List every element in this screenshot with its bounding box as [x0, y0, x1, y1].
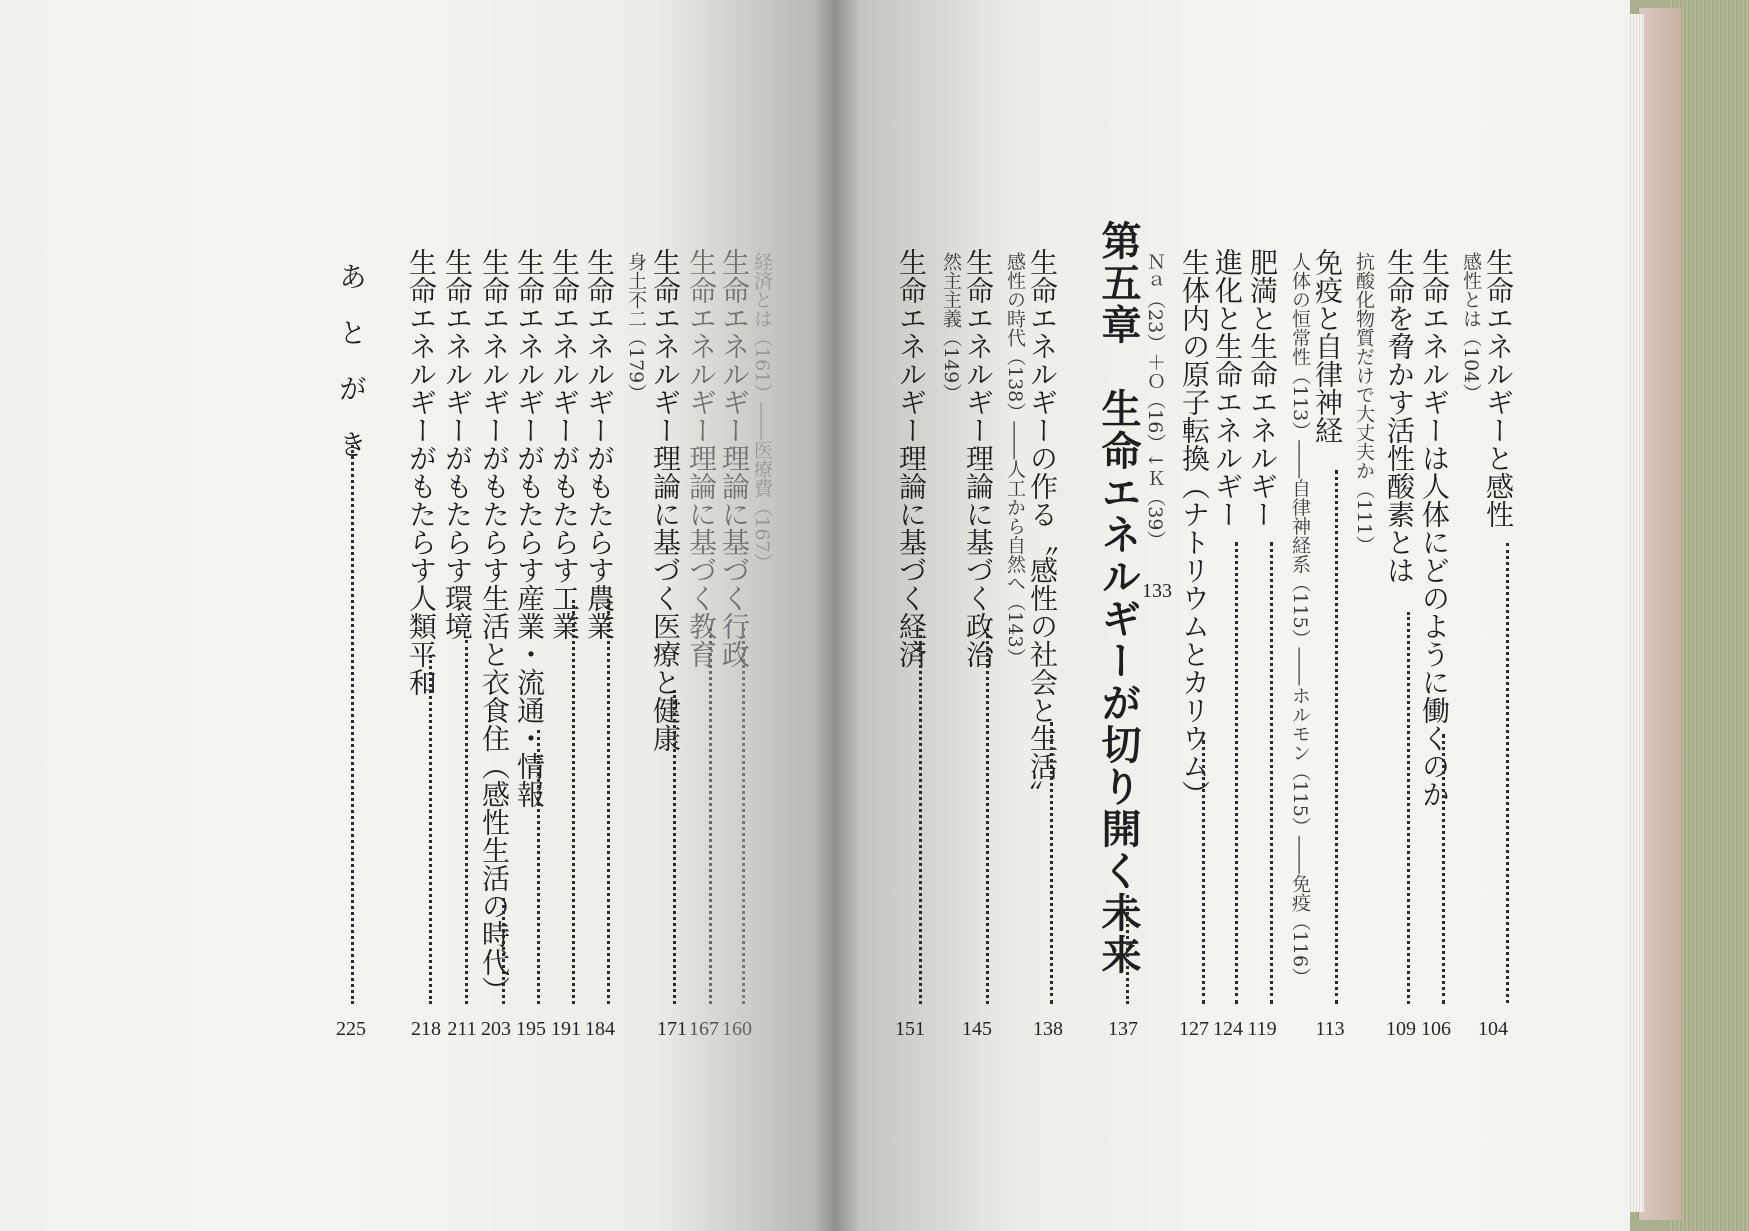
toc-leader-dots [986, 628, 989, 1004]
toc-leader-dots [1407, 612, 1410, 1004]
toc-leader-dots [709, 628, 712, 1004]
toc-page-number: 106 [1421, 1018, 1451, 1040]
toc-leader-dots [465, 640, 468, 1004]
toc-entry-title: 生命エネルギーは人体にどのように働くのか [1418, 248, 1451, 808]
toc-entry-title: 生命エネルギーがもたらす生活と衣食住（感性生活の時代） [478, 248, 511, 1004]
toc-subentry: 感性の時代（138）――人工から自然へ（143） [1004, 252, 1026, 667]
toc-leader-dots [1050, 722, 1053, 1004]
toc-leader-dots [1202, 740, 1205, 1004]
toc-page-number-inline: 133 [1142, 580, 1172, 602]
toc-page-number: 160 [722, 1018, 752, 1040]
toc-entry-title: 免疫と自律神経 [1311, 248, 1344, 444]
toc-page-number: 184 [585, 1018, 615, 1040]
toc-page-number: 145 [962, 1018, 992, 1040]
toc-leader-dots [1126, 895, 1129, 1004]
toc-subentry: 身土不二（179） [625, 252, 647, 403]
toc-leader-dots [919, 628, 922, 1004]
toc-page-number: 138 [1033, 1018, 1063, 1040]
toc-page-number: 113 [1315, 1018, 1345, 1040]
toc-right-page [845, 0, 1630, 1231]
book-back-cover-edge [1638, 8, 1681, 1220]
toc-page-number: 167 [689, 1018, 719, 1040]
toc-entry-title: 生命エネルギーがもたらす人類平和 [405, 248, 438, 696]
toc-page-number: 191 [551, 1018, 581, 1040]
toc-page-number: 151 [895, 1018, 925, 1040]
toc-page-number: 195 [516, 1018, 546, 1040]
toc-page-number: 137 [1108, 1018, 1138, 1040]
toc-left-page [0, 0, 815, 1231]
toc-page-number: 109 [1386, 1018, 1416, 1040]
toc-page-number: 211 [447, 1018, 477, 1040]
toc-subentry: 人体の恒常性（113）――自律神経系（115）――ホルモン（115）――免疫（116） [1289, 252, 1311, 987]
toc-entry-title: 肥満と生命エネルギー [1246, 248, 1279, 528]
toc-page-number: 171 [657, 1018, 687, 1040]
toc-entry-title: 生命エネルギーがもたらす産業・流通・情報 [513, 248, 546, 808]
toc-page-number: 127 [1179, 1018, 1209, 1040]
toc-entry-title: 生命エネルギー理論に基づく教育 [685, 248, 718, 668]
toc-leader-dots [673, 690, 676, 1004]
toc-leader-dots [429, 655, 432, 1004]
toc-page-number: 225 [336, 1018, 366, 1040]
toc-entry-title: 進化と生命エネルギー [1211, 248, 1244, 528]
toc-subentry: 感性とは（104） [1460, 252, 1482, 403]
toc-subentry: Ｎａ（23）＋Ｏ（16）↓Ｋ（39） [1144, 252, 1166, 550]
toc-leader-dots [537, 730, 540, 1004]
toc-entry-title: 生命を脅かす活性酸素とは [1383, 248, 1416, 584]
toc-entry-title: 生命エネルギー理論に基づく行政 [718, 248, 751, 668]
toc-page-number: 218 [411, 1018, 441, 1040]
toc-leader-dots [1235, 542, 1238, 1004]
toc-subentry: 経済とは（161）――医療費（167） [751, 252, 773, 572]
toc-leader-dots [1442, 734, 1445, 1004]
toc-entry-title: 生命エネルギー理論に基づく医療と健康 [649, 248, 682, 752]
toc-page-number: 104 [1478, 1018, 1508, 1040]
toc-entry-title: 生体内の原子転換（ナトリウムとカリウム） [1178, 248, 1211, 808]
toc-subentry: 然主主義（149） [940, 252, 962, 403]
toc-page-number: 119 [1247, 1018, 1277, 1040]
toc-subentry: 抗酸化物質だけで大丈夫か（111） [1353, 252, 1375, 555]
toc-entry-title: 生命エネルギー理論に基づく政治 [962, 248, 995, 668]
toc-entry-title: 生命エネルギーがもたらす工業 [548, 248, 581, 640]
toc-leader-dots [607, 600, 610, 1004]
toc-leader-dots [572, 600, 575, 1004]
toc-leader-dots [1506, 543, 1509, 1003]
toc-page-number: 203 [481, 1018, 511, 1040]
toc-page-number: 124 [1213, 1018, 1243, 1040]
afterword-entry: あ と が き [335, 262, 368, 458]
toc-entry-title: 生命エネルギーがもたらす農業 [583, 248, 616, 640]
toc-entry-title: 生命エネルギーの作る〝感性の社会と生活〟 [1026, 248, 1059, 808]
toc-leader-dots [1270, 542, 1273, 1004]
toc-leader-dots [742, 628, 745, 1004]
toc-leader-dots [351, 445, 354, 1004]
toc-leader-dots [502, 898, 505, 1004]
toc-entry-title: 生命エネルギーと感性 [1482, 248, 1515, 528]
chapter-heading: 第五章 生命エネルギーが切り開く未来 [1095, 220, 1142, 976]
toc-leader-dots [1335, 470, 1338, 1004]
toc-entry-title: 生命エネルギーがもたらす環境 [441, 248, 474, 640]
toc-entry-title: 生命エネルギー理論に基づく経済 [895, 248, 928, 668]
